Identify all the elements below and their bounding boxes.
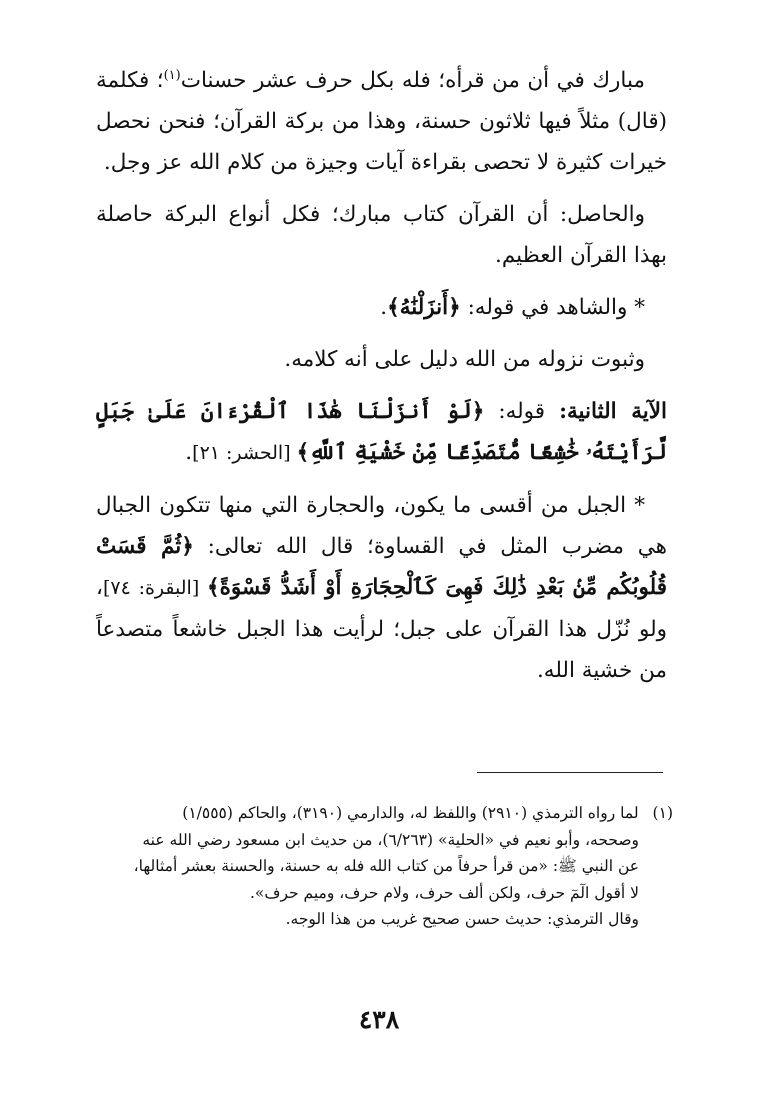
paragraph-2: والحاصل: أن القرآن كتاب مبارك؛ فكل أنواع البركة حاصلة بهذا القرآن العظيم. (96, 202, 667, 268)
verse-reference: [البقرة: ٧٤] (102, 577, 208, 599)
footnote-line (88, 800, 673, 827)
paragraph-5 (96, 391, 667, 474)
paragraph-6-text-a: * الجبل من أقسى ما يكون، والحجارة التي منها تتكون الجبال هي مضرب المثل في القساوة؛ قال الله تعالى: (96, 493, 667, 559)
footnote-line: وقال الترمذي: حديث حسن صحيح غريب من هذا الوجه. (285, 910, 639, 928)
footnote-line: وصححه، وأبو نعيم في «الحلية» (٦/٢٦٣)، من حديث ابن مسعود رضي الله عنه (142, 830, 639, 849)
footnote-divider (477, 772, 663, 773)
paragraph-1 (96, 60, 667, 183)
page-number: ٤٣٨ (358, 1005, 400, 1034)
footnote-text: لما رواه الترمذي (٢٩١٠) واللفظ له، والدارمي (٣١٩٠)، والحاكم (١/٥٥٥) (182, 804, 639, 822)
footnote-marker: (١) (163, 67, 181, 83)
section-heading: الآية الثانية: (559, 399, 668, 424)
paragraph-1-text-a: مبارك في أن من قرأه؛ فله بكل حرف عشر حسنات (180, 68, 645, 93)
footnote-number: (١) (652, 804, 673, 822)
paragraph-6 (96, 485, 667, 691)
paragraph-3 (96, 287, 667, 328)
footnote-line: لا أقول الٓمٓ حرف، ولكن ألف حرف، ولام حرف، وميم حرف». (249, 883, 639, 902)
paragraph-4: وثبوت نزوله من الله دليل على أنه كلامه. (284, 347, 645, 372)
paragraph-5-text-b: . (185, 440, 193, 465)
footnotes (88, 800, 673, 933)
footnote-line: عن النبي ﷺ: «من قرأ حرفاً من كتاب الله فله به حسنة، والحسنة بعشر أمثالها، (133, 857, 639, 875)
paragraph-3-text-a: * والشاهد في قوله: (460, 295, 645, 320)
main-text (96, 60, 667, 702)
paragraph-6-text-b: ، ولو نُزّل هذا القرآن على جبل؛ لرأيت هذا الجبل خاشعاً متصدعاً من خشية الله. (96, 575, 667, 683)
quran-quote: ﴿لَوْ أَنزَلْنَا هَٰذَا ٱلْقُرْءَانَ عَلَىٰ جَبَلٍ لَّرَأَيْتَهُۥ خَٰشِعًا مُّتَصَدِّعًا مِّنْ خَشْيَةِ ٱللَّهِ﴾ (96, 399, 667, 465)
paragraph-1-text-b: ؛ فكلمة (قال) مثلاً فيها ثلاثون حسنة، وهذا من بركة القرآن؛ فنحن نحصل خيرات كثيرة لا تحصى بقراءة آيات وجيزة من كلام الله عز وجل. (96, 68, 667, 175)
paragraph-5-text-a: قوله: (484, 399, 560, 424)
paragraph-3-text-b: . (380, 295, 388, 320)
quran-quote: ﴿أَنزَلْنَٰهُ﴾ (387, 295, 461, 320)
quran-quote: ﴿ثُمَّ قَسَتْ قُلُوبُكُم مِّنۢ بَعْدِ ذَٰلِكَ فَهِىَ كَٱلْحِجَارَةِ أَوْ أَشَدُّ قَسْوَةً﴾ (96, 534, 667, 600)
verse-reference: [الحشر: ٢١] (192, 442, 297, 464)
